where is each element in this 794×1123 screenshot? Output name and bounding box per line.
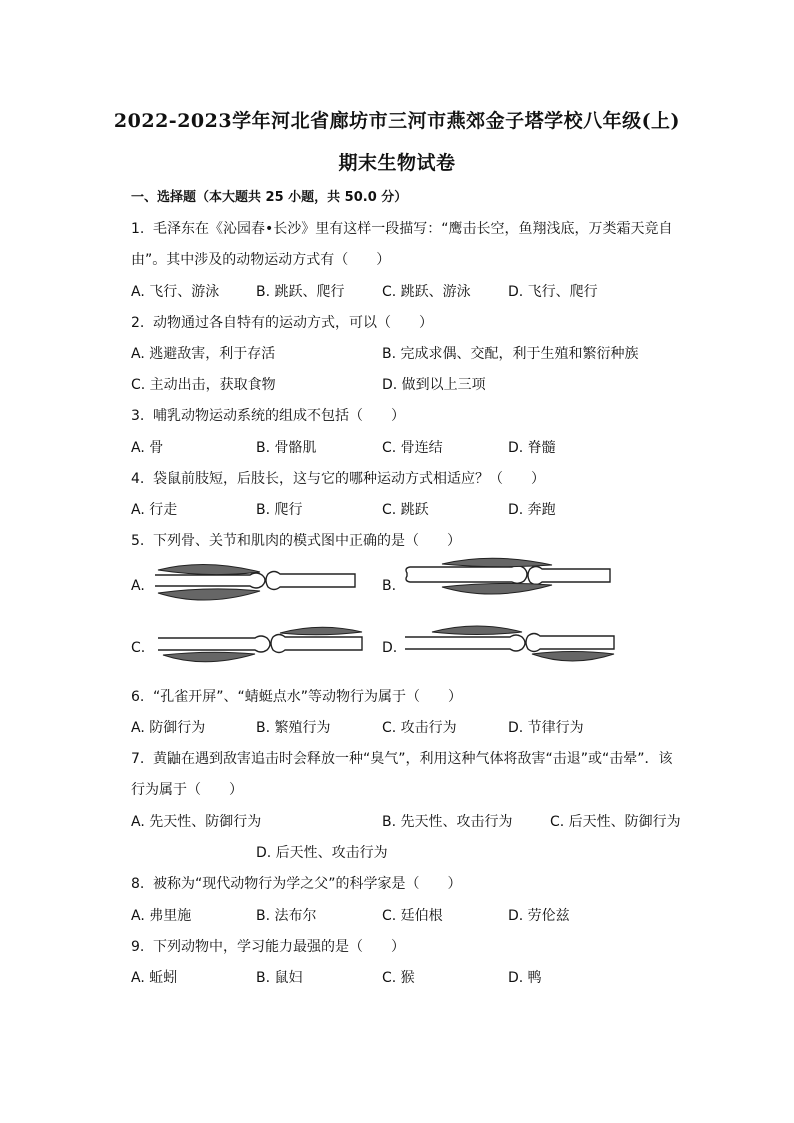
- question-text: 袋鼠前肢短，后肢长，这与它的哪种运动方式相适应？（ ）: [153, 471, 545, 487]
- diagram-label-b: B.: [382, 578, 397, 594]
- option-d: D. 劳伦兹: [508, 908, 570, 924]
- option-b: B. 鼠妇: [256, 970, 303, 986]
- exam-title-line1: 2022-2023学年河北省廊坊市三河市燕郊金子塔学校八年级(上): [113, 110, 681, 132]
- question-number: 9.: [131, 939, 145, 955]
- diagram-label-d: D.: [382, 640, 398, 656]
- option-d: D. 后天性、攻击行为: [256, 845, 388, 861]
- diagram-label-a: A.: [131, 578, 145, 594]
- option-c: C. 跳跃: [382, 502, 429, 518]
- option-c: C. 跳跃、游泳: [382, 284, 471, 300]
- question-text: 被称为“现代动物行为学之父”的科学家是（ ）: [153, 876, 462, 892]
- option-d: D. 奔跑: [508, 502, 556, 518]
- option-a: A. 骨: [131, 440, 164, 456]
- question-text: 下列动物中，学习能力最强的是（ ）: [153, 939, 405, 955]
- option-b: B. 先天性、攻击行为: [382, 814, 513, 830]
- option-d: D. 飞行、爬行: [508, 284, 598, 300]
- bone-joint-muscle-diagram-b: [402, 556, 614, 614]
- question-number: 7.: [131, 751, 145, 767]
- option-b: B. 跳跃、爬行: [256, 284, 345, 300]
- question-3: [131, 405, 405, 425]
- question-number: 2.: [131, 315, 145, 331]
- bone-joint-muscle-diagram-a: [150, 560, 360, 612]
- option-b: B. 法布尔: [256, 908, 317, 924]
- option-d: D. 做到以上三项: [382, 377, 486, 393]
- option-a: A. 飞行、游泳: [131, 284, 220, 300]
- option-b: B. 繁殖行为: [256, 720, 331, 736]
- question-number: 5.: [131, 533, 145, 549]
- question-6: [131, 686, 462, 706]
- question-1: [131, 218, 673, 238]
- diagram-label-c: C.: [131, 640, 146, 656]
- question-text: 下列骨、关节和肌肉的模式图中正确的是（ ）: [153, 533, 461, 549]
- question-number: 3.: [131, 408, 145, 424]
- option-b: B. 爬行: [256, 502, 303, 518]
- question-1-continued: 由”。其中涉及的动物运动方式有（ ）: [131, 252, 391, 268]
- option-c: C. 攻击行为: [382, 720, 457, 736]
- question-text: 黄鼬在遇到敌害追击时会释放一种“臭气”，利用这种气体将敌害“击退”或“击晕”．该: [153, 751, 673, 767]
- option-a: A. 弗里施: [131, 908, 192, 924]
- question-text: 哺乳动物运动系统的组成不包括（ ）: [153, 408, 405, 424]
- option-c: C. 廷伯根: [382, 908, 443, 924]
- question-9: [131, 936, 405, 956]
- option-a: A. 行走: [131, 502, 178, 518]
- option-d: D. 脊髓: [508, 440, 556, 456]
- option-c: C. 骨连结: [382, 440, 443, 456]
- question-2: [131, 312, 433, 332]
- option-a: A. 蚯蚓: [131, 970, 178, 986]
- option-d: D. 鸭: [508, 970, 542, 986]
- exam-title-line2: 期末生物试卷: [338, 152, 456, 174]
- question-number: 6.: [131, 689, 145, 705]
- question-text: “孔雀开屏”、“蜻蜓点水”等动物行为属于（ ）: [153, 689, 463, 705]
- question-number: 1.: [131, 221, 145, 237]
- option-b: B. 完成求偶、交配，利于生殖和繁衍种族: [382, 346, 639, 362]
- question-8: [131, 873, 462, 893]
- option-a: A. 先天性、防御行为: [131, 814, 262, 830]
- question-number: 4.: [131, 471, 145, 487]
- option-a: A. 逃避敌害，利于存活: [131, 346, 276, 362]
- question-7-continued: 行为属于（ ）: [131, 782, 243, 798]
- question-4: [131, 468, 545, 488]
- bone-joint-muscle-diagram-c: [155, 622, 365, 674]
- section-heading: 一、选择题（本大题共 25 小题，共 50.0 分）: [131, 190, 408, 205]
- option-c: C. 后天性、防御行为: [550, 814, 681, 830]
- option-b: B. 骨骼肌: [256, 440, 317, 456]
- option-d: D. 节律行为: [508, 720, 584, 736]
- question-text: 动物通过各自特有的运动方式，可以（ ）: [153, 315, 433, 331]
- question-number: 8.: [131, 876, 145, 892]
- question-text: 毛泽东在《沁园春•长沙》里有这样一段描写：“鹰击长空，鱼翔浅底，万类霜天竞自: [153, 221, 673, 237]
- question-5: [131, 530, 461, 550]
- question-7: [131, 748, 673, 768]
- option-c: C. 猴: [382, 970, 415, 986]
- option-a: A. 防御行为: [131, 720, 206, 736]
- option-c: C. 主动出击，获取食物: [131, 377, 276, 393]
- bone-joint-muscle-diagram-d: [402, 620, 617, 674]
